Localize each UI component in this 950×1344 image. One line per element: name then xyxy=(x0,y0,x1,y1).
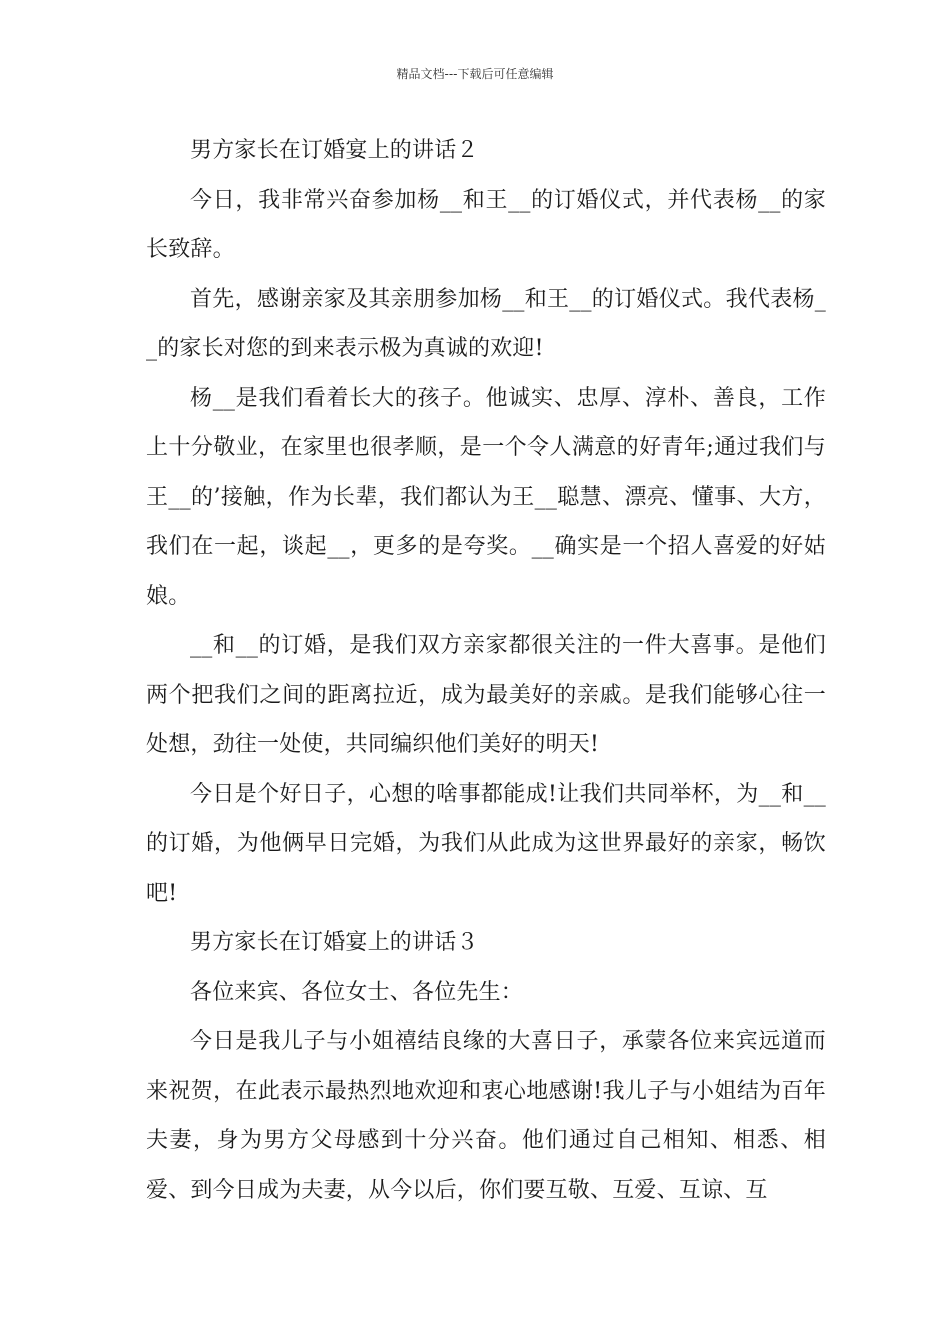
salutation: 各位来宾、各位女士、各位先生： xyxy=(190,979,524,1005)
paragraph: 杨__是我们看着长大的孩子。他诚实、忠厚、淳朴、善良，工作上十分敬业，在家里也很孝顺，是一个令人满意的好青年;通过我们与王__的’接触，作为长辈，我们都认为王__聪慧、漂亮、懂事、大方，我们在一起，谈起__，更多的是夸奖。__确实是一个招人喜爱的好姑娘。 xyxy=(146,385,826,609)
section-title-2: 男方家长在订婚宴上的讲话２ xyxy=(190,138,479,163)
section-title-3: 男方家长在订婚宴上的讲话３ xyxy=(190,930,479,955)
page-header: 精品文档---下载后可任意编辑 xyxy=(396,67,554,81)
paragraph: 今日，我非常兴奋参加杨__和王__的订婚仪式，并代表杨__的家长致辞。 xyxy=(146,187,826,262)
paragraph: __和__的订婚，是我们双方亲家都很关注的一件大喜事。是他们两个把我们之间的距离拉近，成为最美好的亲戚。是我们能够心往一处想，劲往一处使，共同编织他们美好的明天! xyxy=(146,633,826,757)
paragraph: 首先，感谢亲家及其亲朋参加杨__和王__的订婚仪式。我代表杨__的家长对您的到来表示极为真诚的欢迎! xyxy=(146,286,826,361)
paragraph: 今日是个好日子，心想的啥事都能成!让我们共同举杯，为__和__的订婚，为他俩早日完婚，为我们从此成为这世界最好的亲家，畅饮吧! xyxy=(146,781,826,906)
document-body xyxy=(146,126,826,1215)
paragraph: 今日是我儿子与小姐禧结良缘的大喜日子，承蒙各位来宾远道而来祝贺，在此表示最热烈地欢迎和衷心地感谢!我儿子与小姐结为百年夫妻，身为男方父母感到十分兴奋。他们通过自己相知、相悉、相爱、到今日成为夫妻，从今以后，你们要互敬、互爱、互谅、互 xyxy=(146,1029,826,1203)
